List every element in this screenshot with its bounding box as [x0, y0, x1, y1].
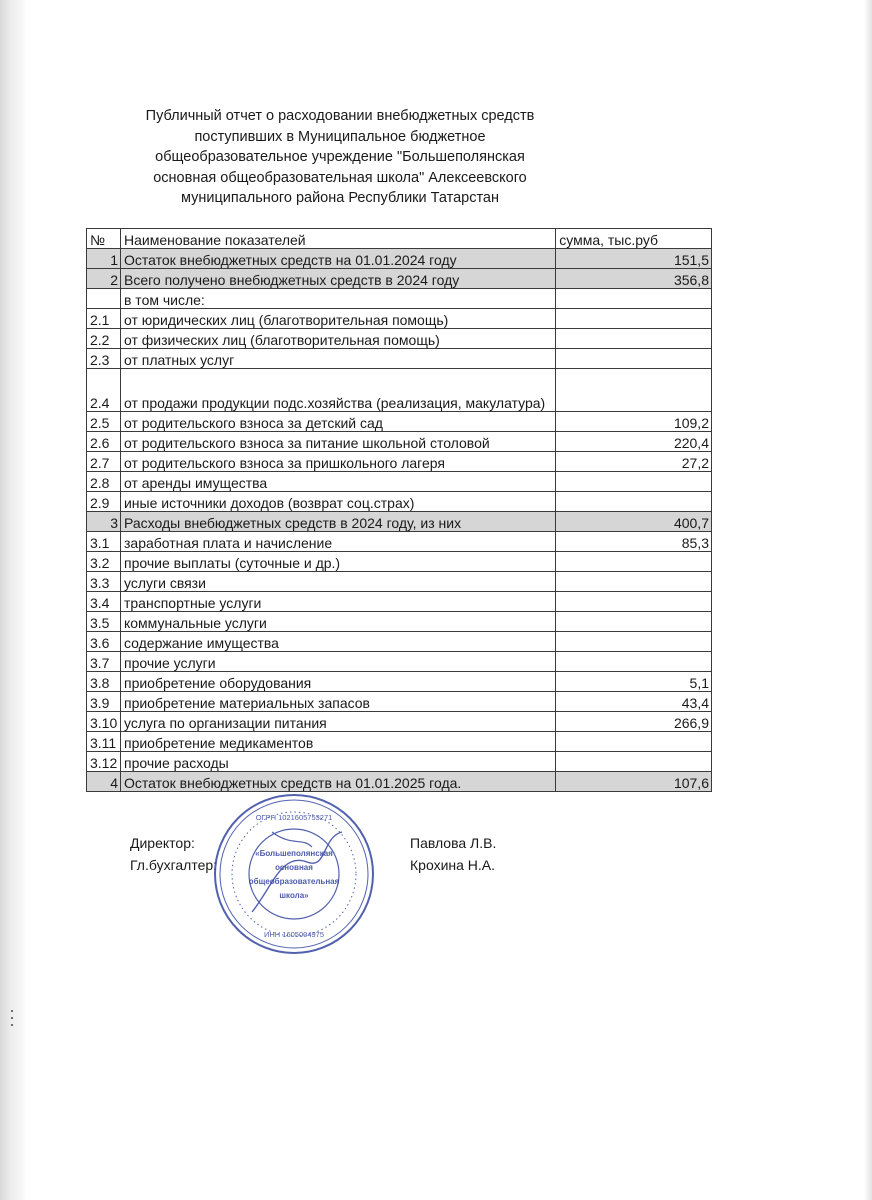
row-name: услуга по организации питания [120, 712, 555, 732]
table-row [87, 289, 712, 309]
table-row [87, 452, 712, 472]
table-row [87, 269, 712, 289]
row-number: 2 [87, 269, 121, 289]
school-seal-stamp [212, 792, 376, 956]
table-row [87, 412, 712, 432]
row-sum: 220,4 [556, 432, 712, 452]
row-sum [556, 572, 712, 592]
table-row [87, 472, 712, 492]
row-number: 2.3 [87, 349, 121, 369]
row-name: содержание имущества [120, 632, 555, 652]
title-line: Публичный отчет о расходовании внебюджетных средств [145, 108, 535, 124]
row-name: заработная плата и начисление [120, 532, 555, 552]
signature-stroke [252, 832, 342, 912]
row-sum [556, 752, 712, 772]
row-sum [556, 472, 712, 492]
seal-inn: ИНН 1605004975 [263, 930, 325, 939]
row-number: 2.8 [87, 472, 121, 492]
row-name: транспортные услуги [120, 592, 555, 612]
table-row [87, 612, 712, 632]
row-sum: 107,6 [556, 772, 712, 792]
row-sum [556, 592, 712, 612]
row-number: 2.1 [87, 309, 121, 329]
row-name: Остаток внебюджетных средств на 01.01.2024 году [120, 249, 555, 269]
row-name: приобретение оборудования [120, 672, 555, 692]
row-number: 3.8 [87, 672, 121, 692]
row-number: 4 [87, 772, 121, 792]
row-number: 3 [87, 512, 121, 532]
row-sum: 109,2 [556, 412, 712, 432]
row-sum [556, 289, 712, 309]
row-number: 3.10 [87, 712, 121, 732]
row-name: от родительского взноса за питание школьной столовой [120, 432, 555, 452]
row-name: от юридических лиц (благотворительная помощь) [120, 309, 555, 329]
row-name: иные источники доходов (возврат соц.страх) [120, 492, 555, 512]
table-header-row [87, 229, 712, 249]
row-number: 3.5 [87, 612, 121, 632]
table-row [87, 672, 712, 692]
accountant-name: Крохина Н.А. [410, 857, 496, 873]
table-row [87, 532, 712, 552]
row-sum [556, 552, 712, 572]
table-row [87, 732, 712, 752]
table-row [87, 592, 712, 612]
table-row [87, 772, 712, 792]
row-name: Всего получено внебюджетных средств в 2024 году [120, 269, 555, 289]
seal-center-line: «Большеполянская [255, 849, 333, 858]
table-row [87, 492, 712, 512]
row-name: от физических лиц (благотворительная помощь) [120, 329, 555, 349]
title-line: муниципального района Республики Татарстан [180, 190, 499, 206]
row-number: 2.4 [87, 369, 121, 412]
scan-dots [10, 1010, 16, 1030]
table-row [87, 309, 712, 329]
table-row [87, 249, 712, 269]
row-sum: 43,4 [556, 692, 712, 712]
row-sum [556, 369, 712, 412]
row-sum [556, 349, 712, 369]
row-name: услуги связи [120, 572, 555, 592]
row-sum: 5,1 [556, 672, 712, 692]
row-name: приобретение материальных запасов [120, 692, 555, 712]
table-row [87, 512, 712, 532]
table-row [87, 652, 712, 672]
row-number: 3.2 [87, 552, 121, 572]
table-row [87, 632, 712, 652]
row-name: от аренды имущества [120, 472, 555, 492]
seal-ring [232, 812, 356, 936]
row-sum [556, 632, 712, 652]
row-number: 2.2 [87, 329, 121, 349]
director-label: Директор: [130, 835, 195, 851]
row-sum [556, 329, 712, 349]
seal-center-line: общеобразовательная [248, 877, 340, 886]
seal-center-line: основная [275, 863, 313, 872]
row-name: от родительского взноса за пришкольного лагеря [120, 452, 555, 472]
row-name: приобретение медикаментов [120, 732, 555, 752]
row-sum [556, 652, 712, 672]
row-name: прочие выплаты (суточные и др.) [120, 552, 555, 572]
row-number: 3.1 [87, 532, 121, 552]
row-number: 1 [87, 249, 121, 269]
table-row [87, 552, 712, 572]
row-number: 2.9 [87, 492, 121, 512]
scan-right-edge [864, 0, 872, 1200]
director-name: Павлова Л.В. [410, 835, 497, 851]
table-row [87, 329, 712, 349]
row-sum [556, 612, 712, 632]
row-sum: 400,7 [556, 512, 712, 532]
row-number: 3.3 [87, 572, 121, 592]
row-name: от платных услуг [120, 349, 555, 369]
row-sum [556, 492, 712, 512]
title-line: основная общеобразовательная школа" Алексеевского [153, 169, 527, 186]
row-number: 2.7 [87, 452, 121, 472]
seal-center-line: школа» [279, 891, 309, 900]
table-row [87, 369, 712, 412]
seal-ogrn: ОГРН 1021605753271 [255, 813, 333, 822]
row-name: от продажи продукции подс.хозяйства (реализация, макулатура) [120, 369, 555, 412]
row-name: от родительского взноса за детский сад [120, 412, 555, 432]
row-sum: 356,8 [556, 269, 712, 289]
row-sum: 266,9 [556, 712, 712, 732]
row-number: 3.9 [87, 692, 121, 712]
header-num: № [87, 229, 121, 249]
title-line: поступивших в Муниципальное бюджетное [194, 128, 486, 145]
report-title [120, 106, 560, 209]
row-sum [556, 309, 712, 329]
row-number: 3.11 [87, 732, 121, 752]
row-sum: 85,3 [556, 532, 712, 552]
table-row [87, 752, 712, 772]
row-number: 3.7 [87, 652, 121, 672]
table-row [87, 349, 712, 369]
row-number: 2.6 [87, 432, 121, 452]
table-row [87, 432, 712, 452]
row-number: 3.12 [87, 752, 121, 772]
table-row [87, 572, 712, 592]
row-number: 3.6 [87, 632, 121, 652]
table-row [87, 712, 712, 732]
row-number: 2.5 [87, 412, 121, 432]
row-name: Расходы внебюджетных средств в 2024 году, из них [120, 512, 555, 532]
header-sum: сумма, тыс.руб [556, 229, 712, 249]
accountant-label: Гл.бухгалтер: [130, 857, 218, 873]
row-name: в том числе: [120, 289, 555, 309]
row-number: 3.4 [87, 592, 121, 612]
row-sum [556, 732, 712, 752]
row-name: прочие услуги [120, 652, 555, 672]
expenditure-table [86, 228, 712, 792]
row-number [87, 289, 121, 309]
row-sum: 27,2 [556, 452, 712, 472]
table-row [87, 692, 712, 712]
signature-stroke [272, 832, 312, 847]
row-name: коммунальные услуги [120, 612, 555, 632]
header-name: Наименование показателей [120, 229, 555, 249]
seal-inner-ring [249, 829, 339, 919]
row-name: Остаток внебюджетных средств на 01.01.2025 года. [120, 772, 555, 792]
row-sum: 151,5 [556, 249, 712, 269]
seal-ring [220, 800, 368, 948]
row-name: прочие расходы [120, 752, 555, 772]
title-line: общеобразовательное учреждение "Большеполянская [155, 149, 525, 165]
